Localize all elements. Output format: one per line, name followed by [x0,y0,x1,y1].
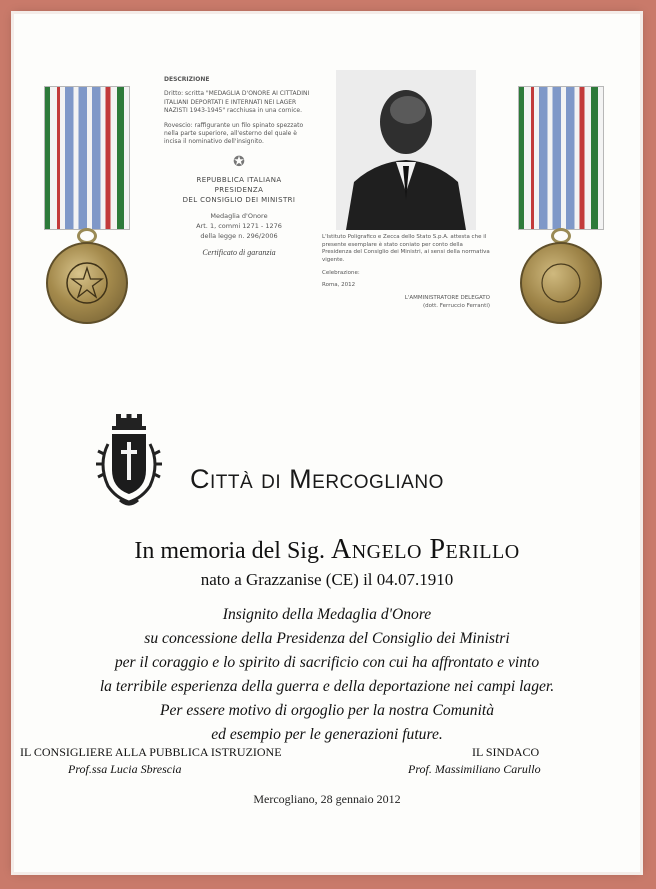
dedication-line: la terribile esperienza della guerra e della deportazione nei campi lager. [99,678,555,695]
issuer-line-3: DEL CONSIGLIO DEI MINISTRI [182,195,296,204]
medal-law: Art. 1, commi 1271 - 1276 [196,221,282,230]
guarantee-caption: Certificato di garanzia [202,248,276,257]
medal-ribbon [518,86,604,230]
verso-description: Rovescio: raffigurante un filo spinato spezzato nella parte superiore, all'esterno del quale è incisa il nominativo dell'insignito. [164,121,304,146]
medal-disc [46,242,128,324]
mint-attestation: L'Istituto Poligrafico e Zecca dello Stato S.p.A. attesta che il presente esemplare è stato coniato per conto della Presidenza del Consiglio dei Ministri, ai sensi della normativa vigente. [322,234,490,264]
medal-disc [520,242,602,324]
medal-title: Medaglia d'Onore [210,211,268,220]
italian-emblem-icon [64,260,110,306]
issuer-line-1: REPUBBLICA ITALIANA [196,176,282,185]
city-title: Città di Mercogliano [190,464,444,494]
memorial-line [14,534,640,566]
certificate-page [14,14,640,872]
honoree-portrait [336,70,476,230]
medal-ribbon [44,86,130,230]
place-date: Mercogliano, 28 gennaio 2012 [253,792,401,806]
city-crest-icon [94,414,164,510]
celebration-label: Celebrazione: [322,269,360,276]
issue-date: Roma, 2012 [322,282,356,289]
mayor-name: Prof. Massimiliano Carullo [408,762,541,776]
councillor-name: Prof.ssa Lucia Sbrescia [68,762,182,776]
councillor-role: IL CONSIGLIERE ALLA PUBBLICA ISTRUZIONE [20,745,282,759]
republic-emblem-icon: ✪ [233,153,245,170]
mint-certificate-text [322,234,490,311]
issuer-line-2: PRESIDENZA [214,186,264,195]
medal-reverse-icon [538,260,584,306]
guarantee-certificate-text [164,76,314,258]
medal-right [518,86,604,318]
dedication-text [14,603,640,747]
dedication-line: ed esempio per le generazioni future. [211,726,443,743]
recto-description: Dritto: scritta "MEDAGLIA D'ONORE AI CITTADINI ITALIANI DEPORTATI E INTERNATI NEI LAGER NAZISTI 1943-1945" racchiusa in una cornice. [164,90,310,115]
description-header: DESCRIZIONE [164,76,210,83]
dedication-line: per il coraggio e lo spirito di sacrificio con cui ha affrontato e vinto [114,654,540,671]
signature-mayor [408,745,634,777]
dedication-line: Insignito della Medaglia d'Onore [222,606,432,623]
honoree-name: Angelo Perillo [330,534,520,565]
medal-law-2: della legge n. 296/2006 [200,231,278,240]
signatory-role: L'AMMINISTRATORE DELEGATO [404,295,490,302]
dedication-line: Per essere motivo di orgoglio per la nostra Comunità [159,702,495,719]
memorial-prefix: In memoria del Sig. [134,538,325,564]
medal-left [44,86,130,318]
mayor-role: IL SINDACO [472,745,540,759]
signatory-name: (dott. Ferruccio Ferranti) [422,302,490,309]
dedication-line: su concessione della Presidenza del Consiglio dei Ministri [144,630,510,647]
signature-councillor [20,745,340,777]
birth-line: nato a Grazzanise (CE) il 04.07.1910 [200,570,454,589]
